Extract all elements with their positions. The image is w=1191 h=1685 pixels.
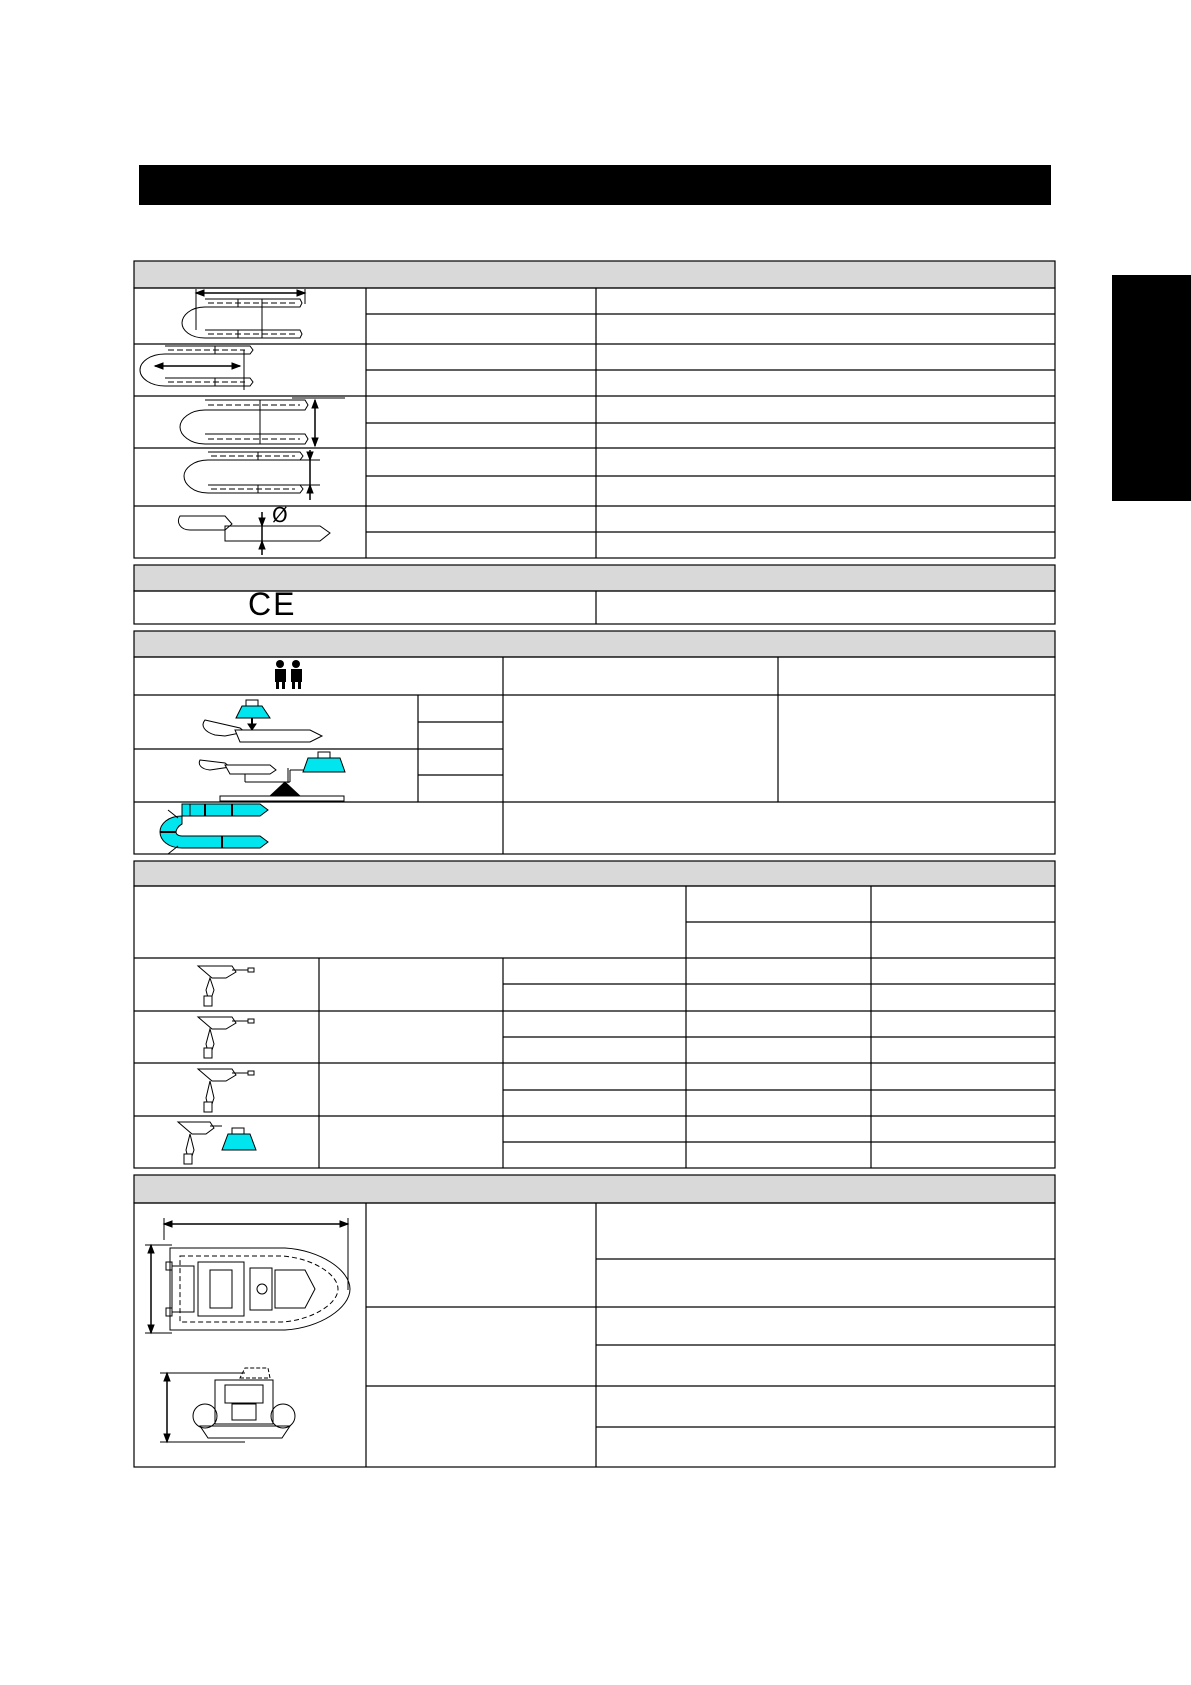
header-bar (139, 165, 1051, 205)
boat-length-diagram (182, 289, 305, 338)
tube-chamber-icon (160, 804, 268, 854)
boat-inner-width-diagram (184, 450, 320, 500)
outboard-xl-icon (198, 1069, 254, 1112)
boat-inner-length-diagram (140, 346, 253, 390)
side-tab (1112, 275, 1191, 501)
diameter-symbol: Ø (272, 503, 288, 527)
capacity-table (134, 657, 1055, 854)
console-front-view-diagram (160, 1368, 295, 1442)
console-header (134, 1175, 1055, 1203)
outboard-long-icon (198, 1017, 254, 1058)
boat-width-diagram (180, 398, 345, 448)
dimensions-header (134, 261, 1055, 288)
engine-header (134, 861, 1055, 886)
console-top-view-diagram (145, 1218, 350, 1333)
ce-mark-icon: CE (248, 586, 297, 622)
tube-diameter-diagram (178, 512, 330, 555)
persons-icon (275, 660, 302, 689)
balance-load-icon (199, 752, 345, 801)
outboard-weight-icon (178, 1122, 256, 1164)
engine-table (134, 886, 1055, 1168)
outboard-short-icon (198, 966, 254, 1006)
capacity-header (134, 631, 1055, 657)
weight-load-icon (203, 700, 322, 742)
